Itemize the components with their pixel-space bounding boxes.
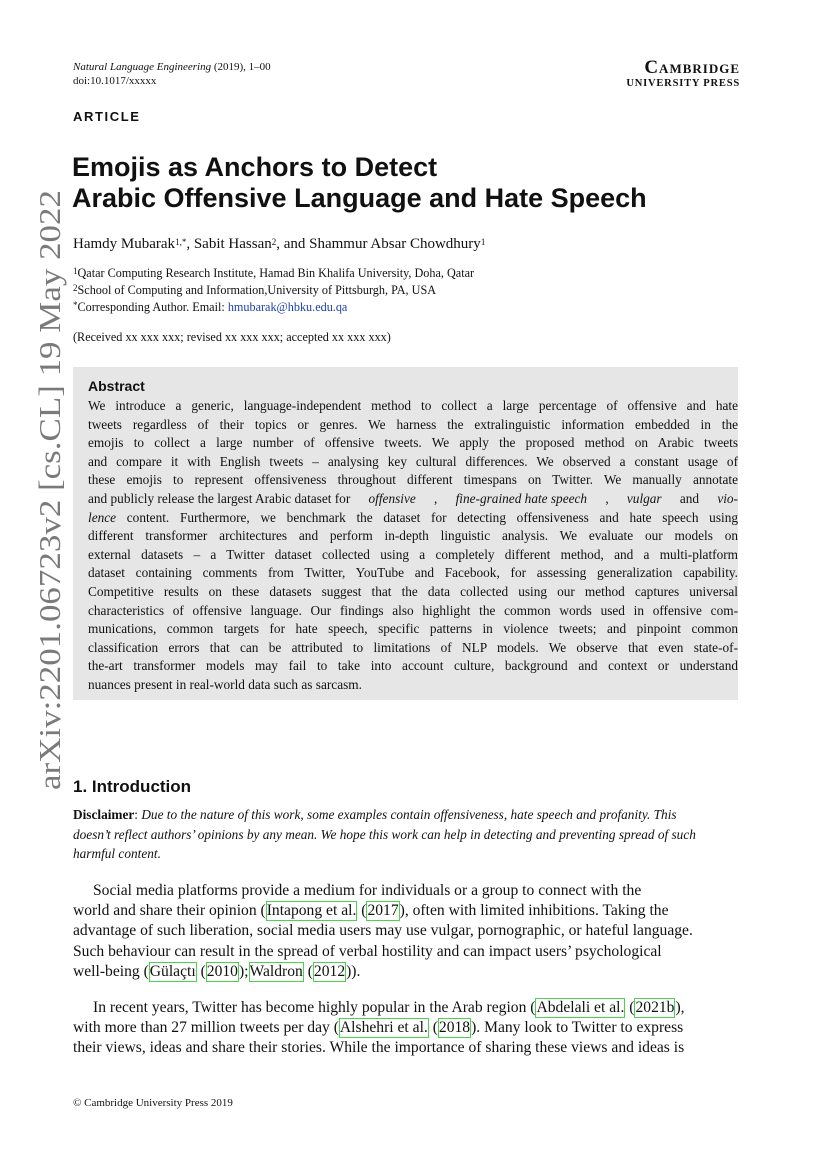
abstract-heading: Abstract [88,378,145,394]
citation-year-link[interactable]: 2017 [366,901,399,921]
abstract-line: lence content. Furthermore, we benchmark the dataset for detecting offensiveness and hate speech using [88,509,738,525]
abstract-line: Competitive results on these datasets suggest that the data collected using our method captures universal [88,583,738,599]
title-line-2: Arabic Offensive Language and Hate Speech [72,183,647,213]
copyright-notice: © Cambridge University Press 2019 [73,1097,233,1109]
doi: doi:10.1017/xxxxx [73,75,157,87]
publisher-name: Cambridge [644,57,740,78]
arxiv-stamp-text: arXiv:2201.06723v2 [cs.CL] 19 May 2022 [32,257,67,790]
received-dates: (Received xx xxx xxx; revised xx xxx xxx; accepted xx xxx xxx) [73,330,391,344]
abstract-line: and publicly release the largest Arabic dataset for offensive , fine-grained hate speech , vulgar and vio- [88,490,738,506]
affiliation-1: $^1$Qatar Computing Research Institute, Hamad Bin Khalifa University, Doha, Qatar [73,266,475,280]
abstract-line: characteristics of offensive language. Our findings also highlight the common words used in offensive com- [88,602,738,618]
citation-year-link[interactable]: 2012 [313,962,346,982]
disclaimer-label: Disclaimer [73,807,135,822]
author-affil-mark: 2 [271,237,277,247]
abstract-line: tweets regardless of their topics or genres. We harness the extralinguistic information embedded in the [88,416,738,432]
abstract-line: nuances present in real-world data such as sarcasm. [88,676,362,692]
citation-link[interactable]: Intapong et al. [266,901,358,921]
citation-link[interactable]: Gülaçtı [149,962,197,982]
journal-volume: (2019), 1–00 [211,61,271,73]
journal-name: Natural Language Engineering [73,61,212,73]
title-line-1: Emojis as Anchors to Detect [72,152,438,182]
email-link[interactable]: hmubarak@hbku.edu.qa [227,300,348,314]
publisher-logo [606,58,740,90]
author-name: , Sabit Hassan [186,236,272,252]
section-heading: 1. Introduction [73,777,192,796]
publisher-subtitle: UNIVERSITY PRESS [626,78,740,89]
abstract-body [88,397,738,695]
abstract-line: dataset containing comments from Twitter, YouTube and Facebook, for assessing generalization capability. [88,565,738,581]
author-list [73,234,485,254]
author-affil-mark: 1 [480,237,486,247]
journal-info [73,60,271,88]
abstract-line: and compare it with English tweets – analysing key cultural differences. We observed a constant usage of [88,453,738,469]
abstract-line: munications, common targets for hate speech, specific patterns in violence tweets; and pinpoint common [88,621,738,637]
abstract-line: different transformer architectures and perform in-depth linguistic analysis. We evaluate our models on [88,528,738,544]
intro-paragraph-1: Social media platforms provide a medium for individuals or a group to connect with the world and share their opinion ( Intapong et al. ( 2017 ), often with limited inhibitions. Taking the advantage of such liberation, social media users may use vulgar, pornographic, or hateful language. Such behaviour can result in the spread of verbal hostility and can impact users’ psychological well-being ( Gülaçtı ( 2010 ) ; Waldron ( 2012 )). [73,881,739,982]
citation-link[interactable]: Abdelali et al. [535,998,625,1018]
affiliation-2: $^2$School of Computing and Information,University of Pittsburgh, PA, USA [73,283,437,297]
citation-link[interactable]: Waldron [249,962,304,982]
author-name: Hamdy Mubarak [73,236,176,252]
intro-paragraph-2: In recent years, Twitter has become highly popular in the Arab region ( Abdelali et al. ( 2021b ), with more than 27 million tweets per day ( Alshehri et al. ( 2018 ). Many look to Twitter to express their views, ideas and share their stories. While the importance of sharing these views and ideas is [73,999,685,1057]
abstract-line: these emojis to represent offensiveness throughout different timespans on Twitter. We manually annotate [88,472,738,488]
citation-year-link[interactable]: 2010 [206,962,239,982]
abstract-line: external datasets – a Twitter dataset collected using a completely different method, and a multi-platform [88,546,738,562]
citation-year-link[interactable]: 2018 [438,1018,471,1038]
citation-link[interactable]: Alshehri et al. [339,1018,429,1038]
affiliations [73,265,474,316]
abstract-line: We introduce a generic, language-independent method to collect a large percentage of offensive and hate [88,398,738,413]
abstract-line: the-art transformer models may fail to take into account culture, background and context or understand [88,658,738,674]
paper-title [72,152,772,214]
citation-year-link[interactable]: 2021b [634,998,675,1018]
abstract-line: classification errors that can be attributed to limitations of NLP models. We observe that even state-of- [88,639,738,655]
abstract-line: emojis to collect a large number of offensive tweets. We apply the proposed method on Arabic tweets [88,435,738,451]
author-name: , and Shammur Absar Chowdhury [276,236,481,252]
arxiv-stamp [24,185,74,795]
corresponding-author: *Corresponding Author. Email: hmubarak@hbku.edu.qa [73,300,348,314]
disclaimer: Disclaimer: Due to the nature of this work, some examples contain offensiveness, hate speech and profanity. This doesn’t reflect authors’ opinions by any mean. We hope this work can help in detecting and preventing spread of such harmful content. [73,807,696,861]
article-type-label: ARTICLE [73,109,141,124]
author-affil-mark: 1,* [175,237,187,247]
